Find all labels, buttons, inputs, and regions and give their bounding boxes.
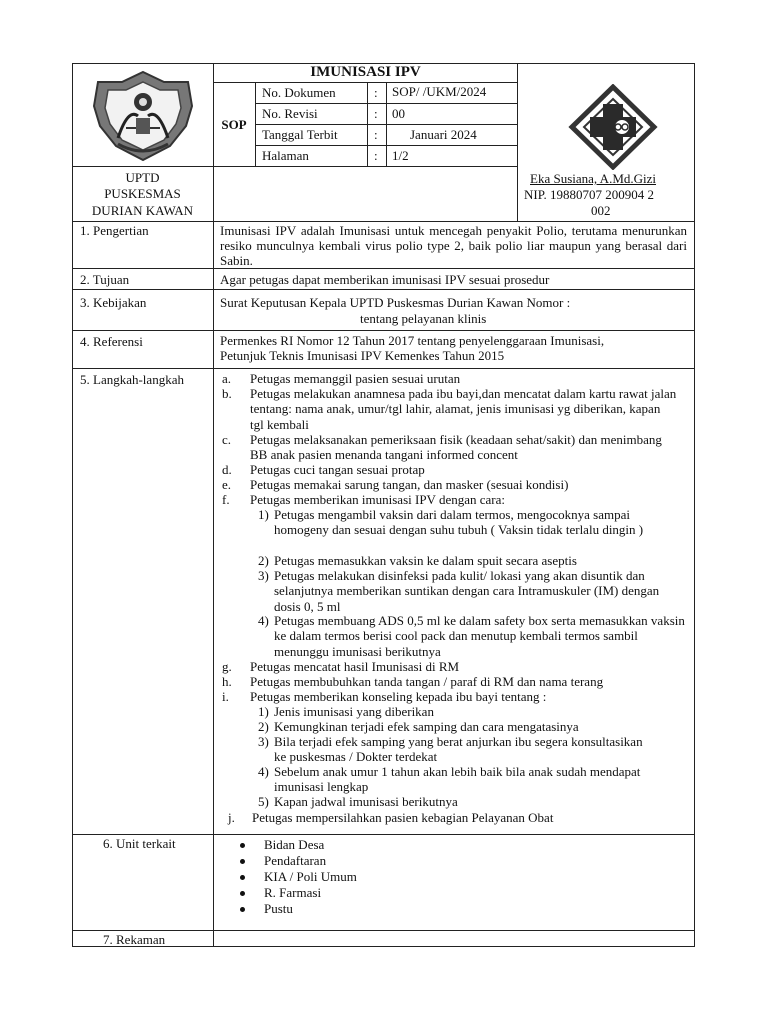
step-marker: i. (222, 689, 229, 704)
bullet-icon (240, 891, 245, 896)
substep-text: Jenis imunisasi yang diberikan (274, 704, 434, 719)
f-substep-1 (258, 507, 676, 538)
f-substep-2 (258, 553, 678, 568)
substep-marker: 4) (258, 613, 269, 628)
step-text: Petugas membubuhkan tanda tangan / paraf di RM dan nama terang (250, 674, 604, 689)
section-label-rekaman: 7. Rekaman (103, 932, 166, 947)
meta-label-tanggal-terbit: Tanggal Terbit (262, 127, 338, 142)
kebijakan-line-2: tentang pelayanan klinis (360, 311, 487, 326)
sop-label: SOP (221, 117, 247, 132)
meta-label-no-dokumen: No. Dokumen (262, 85, 336, 100)
meta-label-no-revisi: No. Revisi (262, 106, 318, 121)
bullet-icon (240, 875, 245, 880)
step-marker: e. (222, 477, 232, 492)
i-substep-5 (258, 794, 678, 809)
substep-text: Kapan jadwal imunisasi berikutnya (274, 794, 458, 809)
substep-text: Bila terjadi efek samping yang berat anjurkan ibu segera konsultasikan ke puskesmas / Dokter terdekat (274, 734, 643, 765)
substep-text: Petugas mengambil vaksin dari dalam termos, mengocoknya sampai homogeny dan sesuai dengan suhu tubuh ( Vaksin tidak terlalu dingin ) (274, 507, 644, 538)
district-seal-logo (88, 68, 198, 166)
substep-text: Petugas memasukkan vaksin ke dalam spuit secara aseptis (274, 553, 577, 568)
substep-marker: 4) (258, 764, 269, 779)
step-text: Petugas mencatat hasil Imunisasi di RM (250, 659, 460, 674)
step-j (228, 810, 688, 825)
substep-marker: 3) (258, 568, 269, 583)
step-text: Petugas memakai sarung tangan, dan masker (sesuai kondisi) (250, 477, 569, 492)
unit-item (240, 837, 324, 853)
signer-nip: NIP. 19880707 200904 2 (524, 187, 655, 202)
step-marker: f. (222, 492, 230, 507)
step-text: Petugas mempersilahkan pasien kebagian Pelayanan Obat (252, 810, 554, 825)
unit-item-text: KIA / Poli Umum (264, 869, 357, 884)
step-marker: h. (222, 674, 232, 689)
step-a (222, 371, 687, 386)
step-f (222, 492, 687, 507)
referensi-line-2: Petunjuk Teknis Imunisasi IPV Kemenkes Tahun 2015 (220, 348, 505, 363)
step-d (222, 462, 687, 477)
signer-nip-cont: 002 (591, 203, 611, 218)
step-text: Petugas memanggil pasien sesuai urutan (250, 371, 461, 386)
meta-label-halaman: Halaman (262, 148, 309, 163)
f-substep-3 (258, 568, 678, 614)
meta-sep: : (374, 148, 378, 163)
unit-item (240, 901, 293, 917)
i-substep-4 (258, 764, 658, 795)
meta-sep: : (374, 106, 378, 121)
step-b (222, 386, 677, 432)
step-marker: c. (222, 432, 232, 447)
i-substep-2 (258, 719, 678, 734)
substep-text: Sebelum anak umur 1 tahun akan lebih baik bila anak sudah mendapat imunisasi lengkap (274, 764, 641, 795)
section-label-pengertian: 1. Pengertian (80, 223, 149, 238)
step-text: Petugas memberikan konseling kepada ibu bayi tentang : (250, 689, 547, 704)
meta-value-tanggal-terbit: Januari 2024 (410, 127, 477, 142)
step-text: Petugas cuci tangan sesuai protap (250, 462, 425, 477)
meta-value-no-dokumen: SOP/ /UKM/2024 (392, 84, 487, 99)
unit-item (240, 885, 321, 901)
step-text: Petugas melaksanakan pemeriksaan fisik (keadaan sehat/sakit) dan menimbang BB anak pasien menanda tangani informed concent (250, 432, 662, 463)
meta-sep: : (374, 127, 378, 142)
kebijakan-line-1: Surat Keputusan Kepala UPTD Puskesmas Durian Kawan Nomor : (220, 295, 571, 310)
tujuan-text: Agar petugas dapat memberikan imunisasi IPV sesuai prosedur (220, 272, 550, 287)
unit-item-text: R. Farmasi (264, 885, 322, 900)
step-e (222, 477, 687, 492)
step-g (222, 659, 687, 674)
step-i (222, 689, 687, 704)
document-title: IMUNISASI IPV (310, 64, 421, 80)
org-line-2: PUSKESMAS (104, 186, 181, 201)
step-marker: a. (222, 371, 232, 386)
unit-item (240, 853, 326, 869)
i-substep-3 (258, 734, 643, 765)
substep-text: Petugas membuang ADS 0,5 ml ke dalam safety box serta memasukkan vaksin ke dalam termos berisi cool pack dan menutup kembali termos sambil menunggu imunisasi berikutnya (274, 613, 685, 659)
org-line-1: UPTD (125, 170, 160, 185)
section-label-langkah: 5. Langkah-langkah (80, 372, 184, 387)
substep-marker: 2) (258, 553, 269, 568)
step-h (222, 674, 687, 689)
signer-name: Eka Susiana, A.Md.Gizi (530, 171, 657, 186)
substep-marker: 2) (258, 719, 269, 734)
section-label-referensi: 4. Referensi (80, 334, 143, 349)
substep-marker: 5) (258, 794, 269, 809)
step-text: Petugas memberikan imunisasi IPV dengan cara: (250, 492, 506, 507)
meta-sep: : (374, 85, 378, 100)
step-marker: g. (222, 659, 232, 674)
unit-item-text: Pendaftaran (264, 853, 327, 868)
i-substep-1 (258, 704, 678, 719)
unit-item-text: Bidan Desa (264, 837, 325, 852)
bullet-icon (240, 843, 245, 848)
step-text: Petugas melakukan anamnesa pada ibu bayi,dan mencatat dalam kartu rawat jalan tentang: nama anak, umur/tgl lahir, alamat, jenis imunisasi yg diberikan, kapan tgl kembali (250, 386, 677, 432)
unit-item-text: Pustu (264, 901, 293, 916)
step-marker: b. (222, 386, 232, 401)
f-substep-4 (258, 613, 686, 659)
substep-marker: 3) (258, 734, 269, 749)
section-label-kebijakan: 3. Kebijakan (80, 295, 147, 310)
puskesmas-logo (568, 84, 658, 170)
substep-marker: 1) (258, 704, 269, 719)
step-marker: j. (228, 810, 235, 825)
section-label-unit: 6. Unit terkait (103, 836, 176, 851)
meta-value-no-revisi: 00 (392, 106, 405, 121)
meta-value-halaman: 1/2 (392, 148, 409, 163)
referensi-line-1: Permenkes RI Nomor 12 Tahun 2017 tentang penyelenggaraan Imunisasi, (220, 333, 605, 348)
unit-item (240, 869, 357, 885)
step-c (222, 432, 677, 463)
pengertian-text: Imunisasi IPV adalah Imunisasi untuk mencegah penyakit Polio, terutama menurunkan resiko munculnya kembali virus polio type 2, baik polio liar maupun yang berasal dari Sabin. (220, 223, 687, 268)
substep-text: Kemungkinan terjadi efek samping dan cara mengatasinya (274, 719, 579, 734)
org-line-3: DURIAN KAWAN (91, 203, 194, 218)
substep-text: Petugas melakukan disinfeksi pada kulit/ lokasi yang akan disuntik dan selanjutnya memberikan suntikan dengan cara Intramuskuler (IM) dengan dosis 0, 5 ml (274, 568, 660, 614)
section-label-tujuan: 2. Tujuan (80, 272, 130, 287)
bullet-icon (240, 907, 245, 912)
step-marker: d. (222, 462, 232, 477)
substep-marker: 1) (258, 507, 269, 522)
bullet-icon (240, 859, 245, 864)
